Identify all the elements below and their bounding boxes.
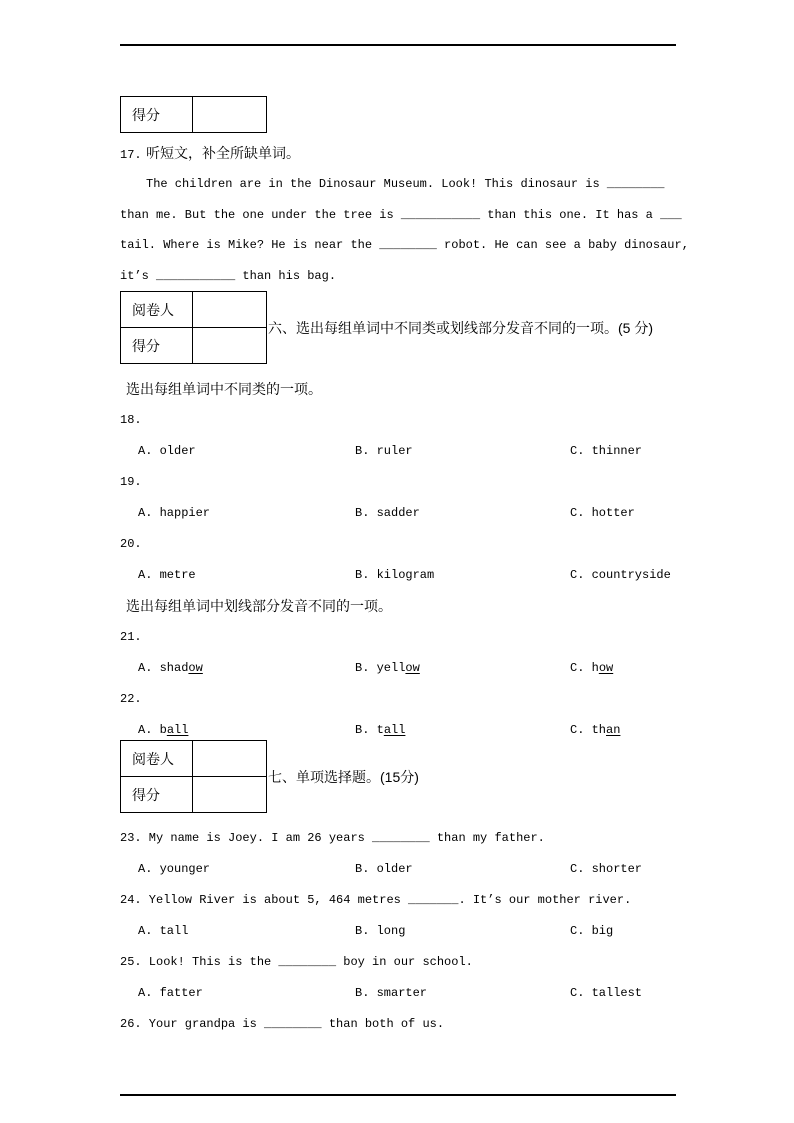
q25-option-b: B. smarter bbox=[355, 986, 428, 1000]
q19-option-c: C. hotter bbox=[570, 506, 635, 520]
q25-options bbox=[120, 978, 680, 1009]
q18-number: 18. bbox=[120, 413, 142, 427]
q21-option-b-underlined: ow bbox=[405, 661, 420, 675]
q25-option-c: C. tallest bbox=[570, 986, 643, 1000]
q25-stem: 25. Look! This is the ________ boy in our school. bbox=[120, 955, 473, 969]
passage-line: it’s ___________ than his bag. bbox=[120, 268, 337, 283]
q23-option-c: C. shorter bbox=[570, 862, 643, 876]
grader-score-box-1 bbox=[120, 291, 267, 364]
grader-label-cell: 阅卷人 bbox=[121, 741, 193, 776]
passage-line: than me. But the one under the tree is ___________ than this one. It has a ___ bbox=[120, 207, 682, 222]
q19-option-a: A. happier bbox=[138, 506, 211, 520]
q23-option-b: B. older bbox=[355, 862, 413, 876]
q18-options bbox=[120, 436, 680, 467]
q22-option-b bbox=[355, 715, 570, 746]
q20-option-c: C. countryside bbox=[570, 568, 671, 582]
q21-option-c bbox=[570, 653, 680, 684]
q21-option-c-underlined: ow bbox=[598, 661, 614, 675]
q17-number: 17. bbox=[120, 148, 142, 162]
score-label-cell: 得分 bbox=[121, 97, 193, 132]
q19-number: 19. bbox=[120, 475, 142, 489]
q21-option-a bbox=[138, 653, 355, 684]
q22-option-a-text: A. b bbox=[138, 723, 167, 737]
q18-option-c: C. thinner bbox=[570, 444, 643, 458]
q19-options bbox=[120, 498, 680, 529]
score-value-cell bbox=[193, 97, 266, 132]
q20-options bbox=[120, 560, 680, 591]
q24-options bbox=[120, 916, 680, 947]
passage-line: The children are in the Dinosaur Museum. Look! This dinosaur is ________ bbox=[146, 177, 665, 191]
bottom-rule bbox=[120, 1094, 676, 1096]
q24-option-b: B. long bbox=[355, 924, 406, 938]
score-row bbox=[121, 327, 266, 363]
q21-option-a-text: A. shad bbox=[138, 661, 189, 675]
score-box-row bbox=[121, 97, 266, 132]
section-7-header bbox=[120, 740, 680, 813]
q19-option-b: B. sadder bbox=[355, 506, 420, 520]
q24-stem: 24. Yellow River is about 5, 464 metres _______. It’s our mother river. bbox=[120, 893, 632, 907]
q23-option-a: A. younger bbox=[138, 862, 211, 876]
grader-value-cell bbox=[193, 292, 266, 327]
score-value-cell bbox=[193, 328, 266, 363]
q22-option-b-underlined: all bbox=[383, 723, 406, 737]
exam-content bbox=[120, 0, 689, 1040]
q20-option-b: B. kilogram bbox=[355, 568, 435, 582]
grader-value-cell bbox=[193, 741, 266, 776]
score-box bbox=[120, 96, 267, 133]
score-row bbox=[121, 776, 266, 812]
q22-option-a-underlined: all bbox=[166, 723, 189, 737]
q26-stem: 26. Your grandpa is ________ than both of us. bbox=[120, 1017, 445, 1031]
grader-score-box-2 bbox=[120, 740, 267, 813]
q21-options bbox=[120, 653, 680, 684]
q17-prompt: 听短文，补全所缺单词。 bbox=[146, 145, 301, 161]
q22-number: 22. bbox=[120, 692, 142, 706]
q17-heading bbox=[120, 143, 680, 166]
q21-option-a-underlined: ow bbox=[188, 661, 203, 675]
score-label-cell: 得分 bbox=[121, 328, 193, 363]
q21-option-b-text: B. yell bbox=[355, 661, 406, 675]
passage-line: tail. Where is Mike? He is near the ________ robot. He can see a baby dinosaur, bbox=[120, 238, 689, 252]
score-label-cell: 得分 bbox=[121, 777, 193, 812]
q25-option-a: A. fatter bbox=[138, 986, 203, 1000]
listening-passage bbox=[120, 169, 689, 291]
q24-option-a: A. tall bbox=[138, 924, 189, 938]
grader-label-cell: 阅卷人 bbox=[121, 292, 193, 327]
q22-option-c bbox=[570, 715, 680, 746]
q20-option-a: A. metre bbox=[138, 568, 196, 582]
q20-number: 20. bbox=[120, 537, 142, 551]
section-6-title: 六、选出每组单词中不同类或划线部分发音不同的一项。(5 分) bbox=[268, 319, 653, 336]
grader-row bbox=[121, 741, 266, 776]
grader-row bbox=[121, 292, 266, 327]
q23-stem: 23. My name is Joey. I am 26 years ________ than my father. bbox=[120, 831, 545, 845]
q22-option-c-text: C. th bbox=[570, 723, 607, 737]
q18-option-a: A. older bbox=[138, 444, 196, 458]
q23-options bbox=[120, 854, 680, 885]
q21-option-c-text: C. h bbox=[570, 661, 599, 675]
q22-option-c-underlined: an bbox=[606, 723, 621, 737]
subtitle-classification: 选出每组单词中不同类的一项。 bbox=[126, 381, 322, 397]
section-6-header bbox=[120, 291, 680, 364]
subtitle-pronunciation: 选出每组单词中划线部分发音不同的一项。 bbox=[126, 598, 392, 614]
section-7-title: 七、单项选择题。(15分) bbox=[268, 768, 419, 785]
q21-number: 21. bbox=[120, 630, 142, 644]
q21-option-b bbox=[355, 653, 570, 684]
q24-option-c: C. big bbox=[570, 924, 614, 938]
q22-option-b-text: B. t bbox=[355, 723, 384, 737]
q18-option-b: B. ruler bbox=[355, 444, 413, 458]
score-value-cell bbox=[193, 777, 266, 812]
